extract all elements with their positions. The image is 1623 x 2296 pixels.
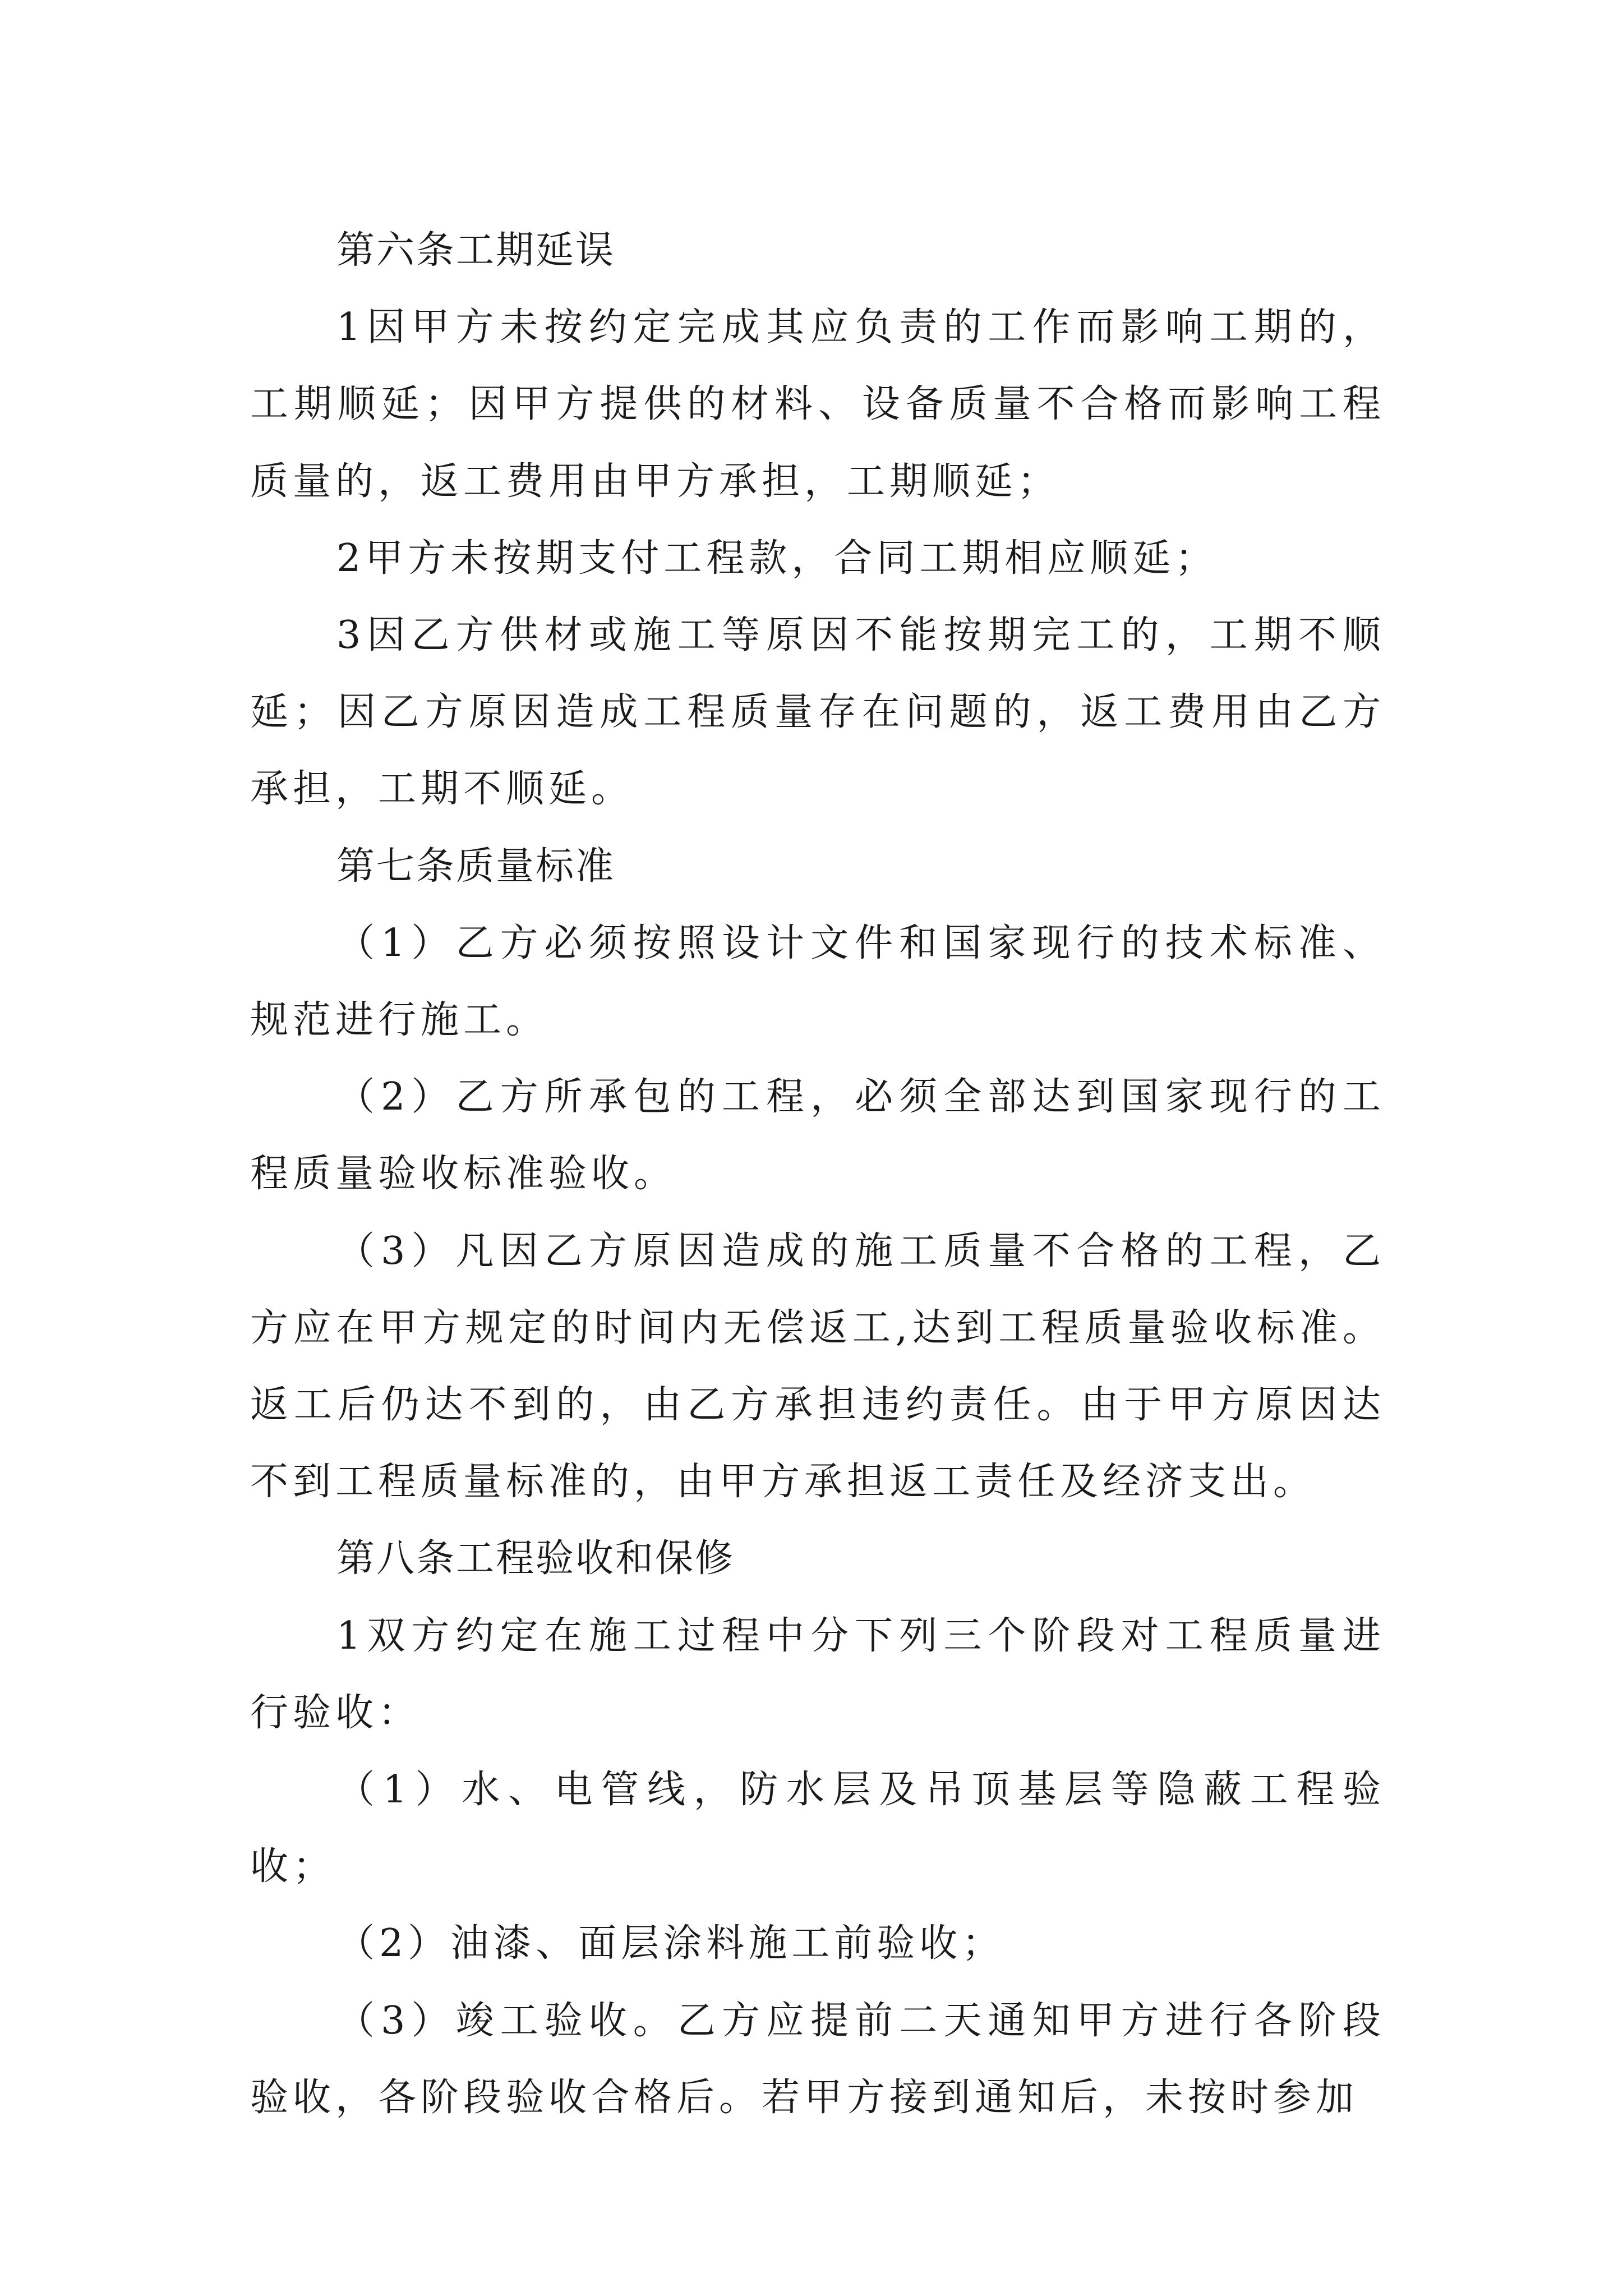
paragraph-8-1-3: （3）竣工验收。乙方应提前二天通知甲方进行各阶段验收，各阶段验收合格后。若甲方接到通知后，未按时参加 (250, 1998, 1385, 2120)
section-heading-6: 第六条工期延误 (336, 228, 616, 273)
paragraph-8-1-2: （2）油漆、面层涂料施工前验收； (336, 1921, 1005, 1966)
paragraph-7-3: （3）凡因乙方原因造成的施工质量不合格的工程，乙方应在甲方规定的时间内无偿返工,达到工程质量验收标准。返工后仍达不到的，由乙方承担违约责任。由于甲方原因达不到工程质量标准的，由甲方承担返工责任及经济支出。 (250, 1228, 1385, 1504)
paragraph-7-2: （2）乙方所承包的工程，必须全部达到国家现行的工程质量验收标准验收。 (250, 1075, 1385, 1197)
section-heading-8: 第八条工程验收和保修 (336, 1536, 735, 1581)
paragraph-7-1: （1）乙方必须按照设计文件和国家现行的技术标准、规范进行施工。 (250, 921, 1385, 1043)
paragraph-6-3: 3因乙方供材或施工等原因不能按期完工的，工期不顺延；因乙方原因造成工程质量存在问题的，返工费用由乙方承担，工期不顺延。 (250, 613, 1385, 812)
paragraph-6-2: 2甲方未按期支付工程款，合同工期相应顺延； (336, 536, 1218, 581)
paragraph-8-1-1: （1）水、电管线，防水层及吊顶基层等隐蔽工程验收； (250, 1768, 1385, 1889)
section-heading-7: 第七条质量标准 (336, 844, 616, 889)
paragraph-6-1: 1因甲方未按约定完成其应负责的工作而影响工期的，工期顺延；因甲方提供的材料、设备质量不合格而影响工程质量的，返工费用由甲方承担，工期顺延； (250, 305, 1385, 504)
document-body (250, 212, 1385, 2136)
paragraph-8-1: 1双方约定在施工过程中分下列三个阶段对工程质量进行验收： (250, 1613, 1385, 1735)
